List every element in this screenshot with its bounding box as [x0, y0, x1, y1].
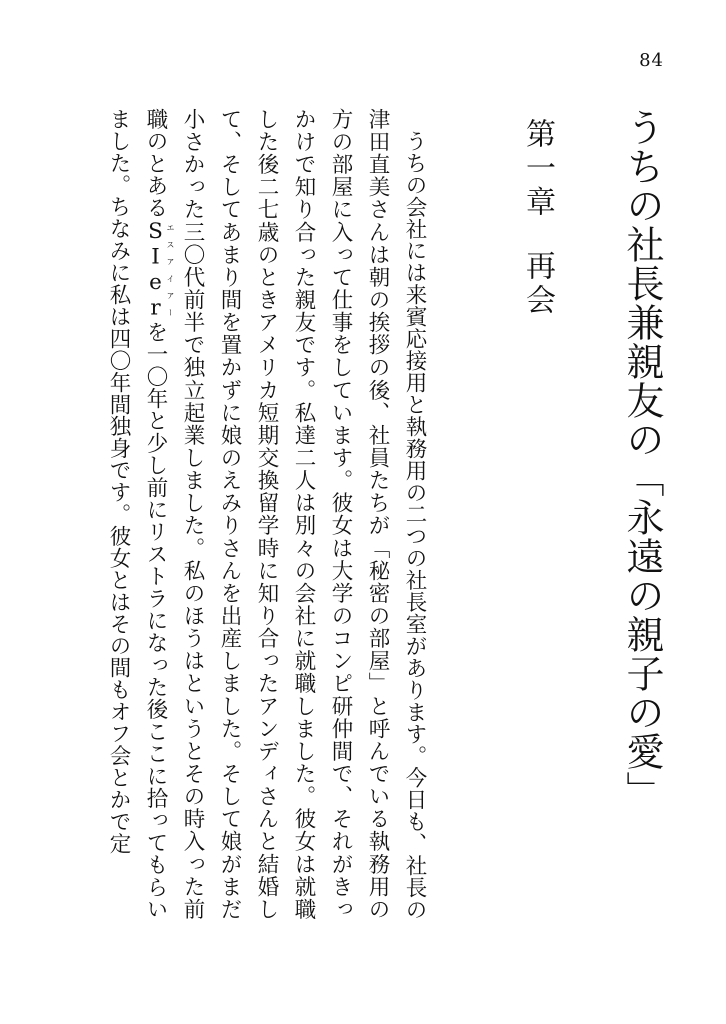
chapter-heading	[521, 118, 554, 378]
page-number: 84	[639, 50, 664, 71]
chapter-title: 再会	[520, 250, 555, 318]
sier-ruby	[143, 218, 175, 321]
body-text-part2: を一〇年と少し前にリストラになった後ここに拾ってもらいました。ちなみに私は四〇年間独身です。彼女とはその間もオフ会とかで定	[106, 108, 168, 920]
sier-reading: エスアイアー	[166, 218, 175, 321]
body-text	[106, 108, 433, 920]
sier-letters: SIer	[143, 218, 168, 321]
page-title: うちの社長兼親友の「永遠の親子の愛」	[620, 108, 664, 810]
chapter-label: 第一章	[520, 118, 555, 220]
body-text-part1: うちの会社には来賓応接用と執務用の二つの社長室があります。今日も、社長の津田直美さんは朝の挨拶の後、社員たちが「秘密の部屋」と呼んでいる執務用の方の部屋に入って仕事をしています。彼女は大学のコンピ研仲間で、それがきっかけで知り合った親友です。私達二人は別々の会社に就職しました。彼女は就職した後二七歳のときアメリカ短期交換留学時に知り合ったアンディさんと結婚して、そしてあまり間を置かずに娘のえみりさんを出産しました。そして娘がまだ小さかった三〇代前半で独立起業しました。私のほうはというとその時入った前職のとある	[143, 108, 427, 920]
body-paragraph	[100, 108, 433, 920]
